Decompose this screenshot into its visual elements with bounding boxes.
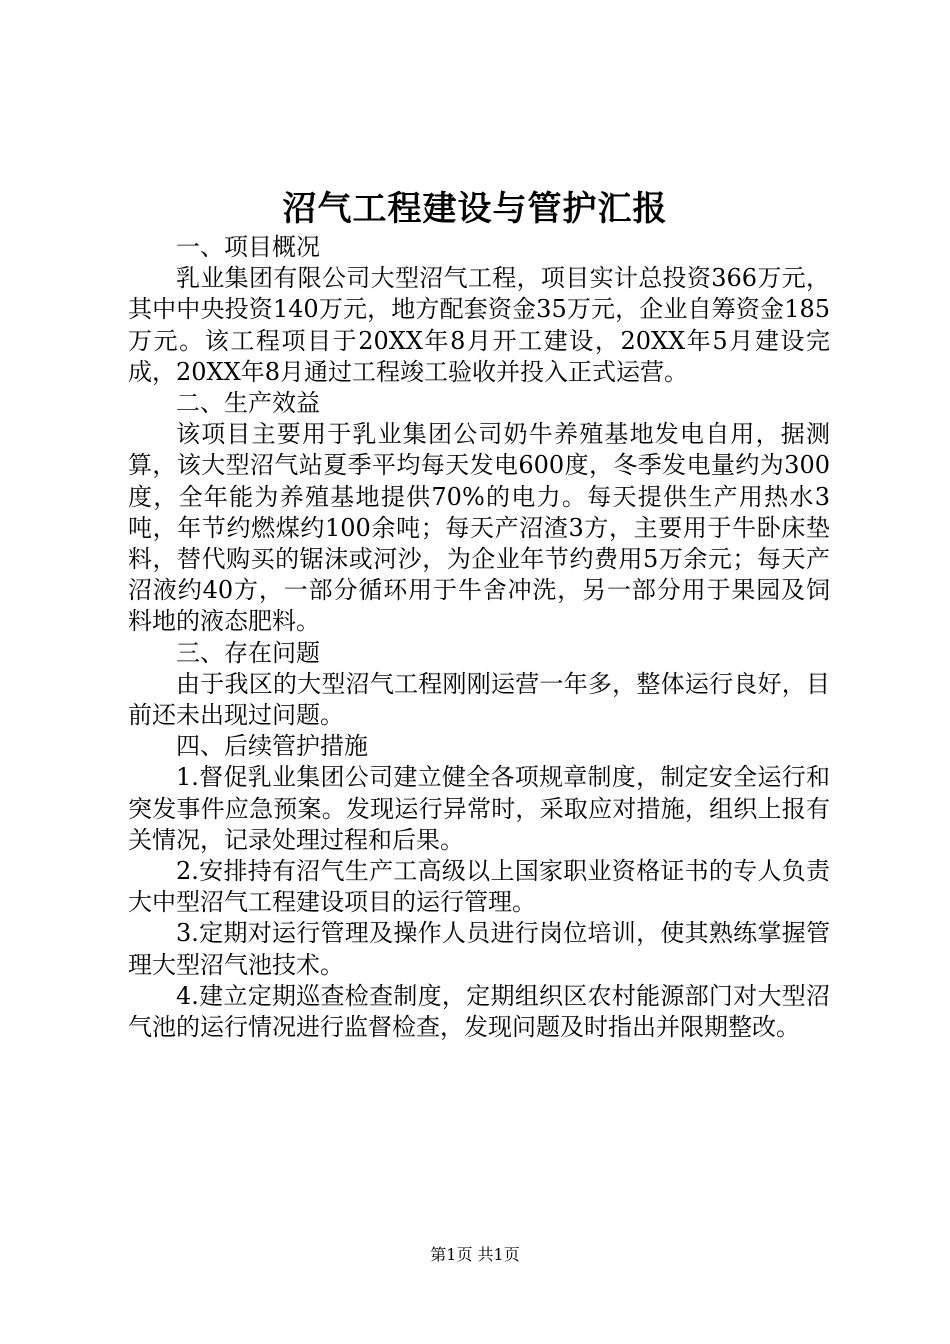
measure-item-2: 2.安排持有沼气生产工高级以上国家职业资格证书的专人负责大中型沼气工程建设项目的运行管理。 bbox=[128, 857, 830, 917]
page-footer: 第1页 共1页 bbox=[430, 1245, 520, 1264]
measure-item-1: 1.督促乳业集团公司建立健全各项规章制度，制定安全运行和突发事件应急预案。发现运行异常时，采取应对措施，组织上报有关情况，记录处理过程和后果。 bbox=[128, 763, 830, 854]
paragraph-issues: 由于我区的大型沼气工程刚刚运营一年多，整体运行良好，目前还未出现过问题。 bbox=[128, 669, 830, 730]
section-heading-measures: 四、后续管护措施 bbox=[176, 732, 368, 761]
document-title: 沼气工程建设与管护汇报 bbox=[282, 189, 668, 229]
section-heading-issues: 三、存在问题 bbox=[176, 638, 320, 667]
section-heading-overview: 一、项目概况 bbox=[176, 233, 320, 261]
paragraph-benefits: 该项目主要用于乳业集团公司奶牛养殖基地发电自用，据测算，该大型沼气站夏季平均每天发电600度，冬季发电量约为300度，全年能为养殖基地提供70%的电力。每天提供生产用热水3吨，年节约燃煤约100余吨；每天产沼渣3方，主要用于牛卧床垫料，替代购买的锯沫或河沙，为企业年节约费用5万余元；每天产沼液约40方，一部分循环用于牛舍冲洗，另一部分用于果园及饲料地的液态肥料。 bbox=[128, 420, 830, 636]
paragraph-overview: 乳业集团有限公司大型沼气工程，项目实计总投资366万元，其中中央投资140万元，地方配套资金35万元，企业自筹资金185万元。该工程项目于20XX年8月开工建设，20XX年5月建设完成，20XX年8月通过工程竣工验收并投入正式运营。 bbox=[128, 264, 830, 386]
section-heading-benefits: 二、生产效益 bbox=[176, 389, 320, 418]
measure-item-4: 4.建立定期巡查检查制度，定期组织区农村能源部门对大型沼气池的运行情况进行监督检查，发现问题及时指出并限期整改。 bbox=[128, 981, 830, 1042]
document-body bbox=[128, 232, 830, 1043]
measure-item-3: 3.定期对运行管理及操作人员进行岗位培训，使其熟练掌握管理大型沼气池技术。 bbox=[128, 919, 830, 979]
